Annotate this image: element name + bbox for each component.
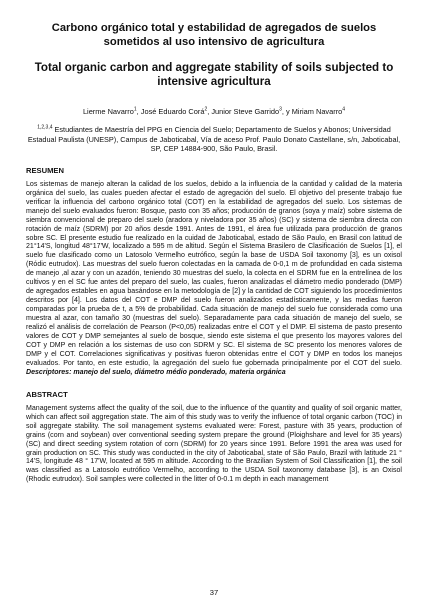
title-spanish: Carbono orgánico total y estabilidad de agregados de suelos sometidos al uso intensivo de agricultura bbox=[51, 22, 377, 48]
abstract-heading: ABSTRACT bbox=[26, 389, 68, 399]
author-superscript: 2 bbox=[204, 106, 208, 113]
affiliation bbox=[26, 125, 402, 154]
resumen-text: Los sistemas de manejo alteran la calidad de los suelos, debido a la influencia de la cantidad y calidad de la materia orgánica del suelo, las cuales pueden afectar el estado de agregación del suelo. El objetivo del presente trabajo fue verificar la influencia del carbono orgánico total (COT) en la estabilidad de agregados del suelo. Los sistemas de manejo del suelo evaluados fueron: Bosque, pasto con 35 años; producción de granos (soya y maíz) sobre sistema de siembra convencional de preparo del suelo (aradora y niveladora por 35 años) (SC) y sistema de siembra directa con rotación de maíz (SDRM) por 20 años desde 1991. Antes de 1991, el área fue utilizada para producción de granos sobre SC. El presente estudio fue realizado en la cuidad de Jaboticabal, estado de São Paulo, en Brasil con latitud de 21°14'S, longitud 48°17'W, localizado a 595 m de altitud. Según el Sistema Brasilero de Clasificación de Suelos [1], el suelo fue clasificado como un Latosolo Vermelho eutrófico, según la base de USDA Soil taxonomy [3], es un oxisol (Ródic eutrudox). Las muestras del suelo fueron colectadas en la camada de 0-0,1 m de profundidad en cada sistema de manejo ,al azar y con un azadón, teniendo 30 muestras del suelo, la colecta en el SDRM fue en la entrelínea de los cultivos y en el SC fue antes del preparo del suelo, las cuales, fueron analizadas el diámetro medio ponderado (DMP) de agregados estables en agua basándose en la metodología de [2] y la cantidad de COT siguiendo los procedimientos descritos por [4]. Los datos del COT e DMP del suelo fueron analizados estadísticamente, y las medias fueron comparadas por la prueba de t, a 5% de probabilidad. Cada situación de manejo del suelo fue considerada como una muestra al azar, con tamaño 30 (muestras del suelo). Separadamente para cada situación de manejo del suelo, se realizó el análisis de correlación de Pearson (P<0,05) realizadas entre el COT y el DMP. El sistema de pasto presento valores de COT y DMP semejantes al suelo de bosque, siendo este sistema el que presento los mayores valores del COT y DMP en relación a los sistemas de uso con SDRM y SC. El sistema de SC presento los menores valores de DMP y el COT. Correlaciones significativas y positivas fueron obtenidas entre el COT y DMP en todos los manejos evaluados. Por tanto, en este estudio, la agregación del suelo fue gobernada principalmente por el COT del suelo. bbox=[26, 180, 402, 367]
author-name: Junior Steve Garrido bbox=[211, 107, 280, 116]
resumen-heading: RESUMEN bbox=[26, 165, 64, 175]
title-english: Total organic carbon and aggregate stability of soils subjected to intensive agricultura bbox=[34, 61, 394, 88]
author-name: Miriam Navarro bbox=[291, 107, 343, 116]
abstract-paragraph: Management systems affect the quality of the soil, due to the influence of the quantity and quality of soil organic matter, which can affect soil aggregation state. The aim of this study was to verify the influence of total organic carbon (TOC) in soil aggregate stability. The soil management systems evaluated were: Forest, pasture with 35 years, production of grains (corn and soybean) over conventional seeding system prepare the ground (Ploighshare and level for 35 years) (SC) and direct seeding system rotation of corn (SDRM) for 20 years since 1991. Before 1991 the area was used for grain production on SC. This study was conducted in the city of Jaboticabal, state of São Paulo, Brazil with latitude 21 ° 14'S, longitude 48 ° 17'W, located at 595 m altitude. According to the Brazilian System of Soil Classification [1], the soil was classified as a Latosolo eutrófico Vermelho, according to the USDA Soil taxonomy database [3], is an Oxisol (Rhodic eutrudox). Soil samples were collected in the litter of 0-0.1 m depth in each management bbox=[26, 404, 402, 484]
author-name: José Eduardo Corá bbox=[140, 107, 205, 116]
page-number: 37 bbox=[209, 588, 219, 597]
author-superscript: 1 bbox=[133, 106, 137, 113]
affiliation-superscript: 1,2,3,4 bbox=[37, 124, 53, 131]
resumen-paragraph bbox=[26, 181, 402, 378]
author-superscript: 4 bbox=[342, 106, 346, 113]
author-list: Lierme Navarro$^1$, José Eduardo Corá$^2$, Junior Steve Garrido$^3$, y Miriam Navarro$^4$ bbox=[82, 106, 346, 116]
keywords-line: Descriptores: manejo del suelo, diámetro médio ponderado, materia orgánica bbox=[26, 368, 286, 376]
author-superscript: 3 bbox=[279, 106, 282, 113]
affiliation-text: Estudiantes de Maestría del PPG en Ciencia del Suelo; Departamento de Suelos y Abonos; Universidad Estadual Paulista (UNESP), Campus de Jaboticabal, Vía de aceso Prof. Paulo Donato Castellane, s/n, Jaboticabal, SP, CEP 14884-900, São Paulo, Brasil. bbox=[27, 125, 401, 154]
author-name: Lierme Navarro bbox=[82, 107, 134, 116]
